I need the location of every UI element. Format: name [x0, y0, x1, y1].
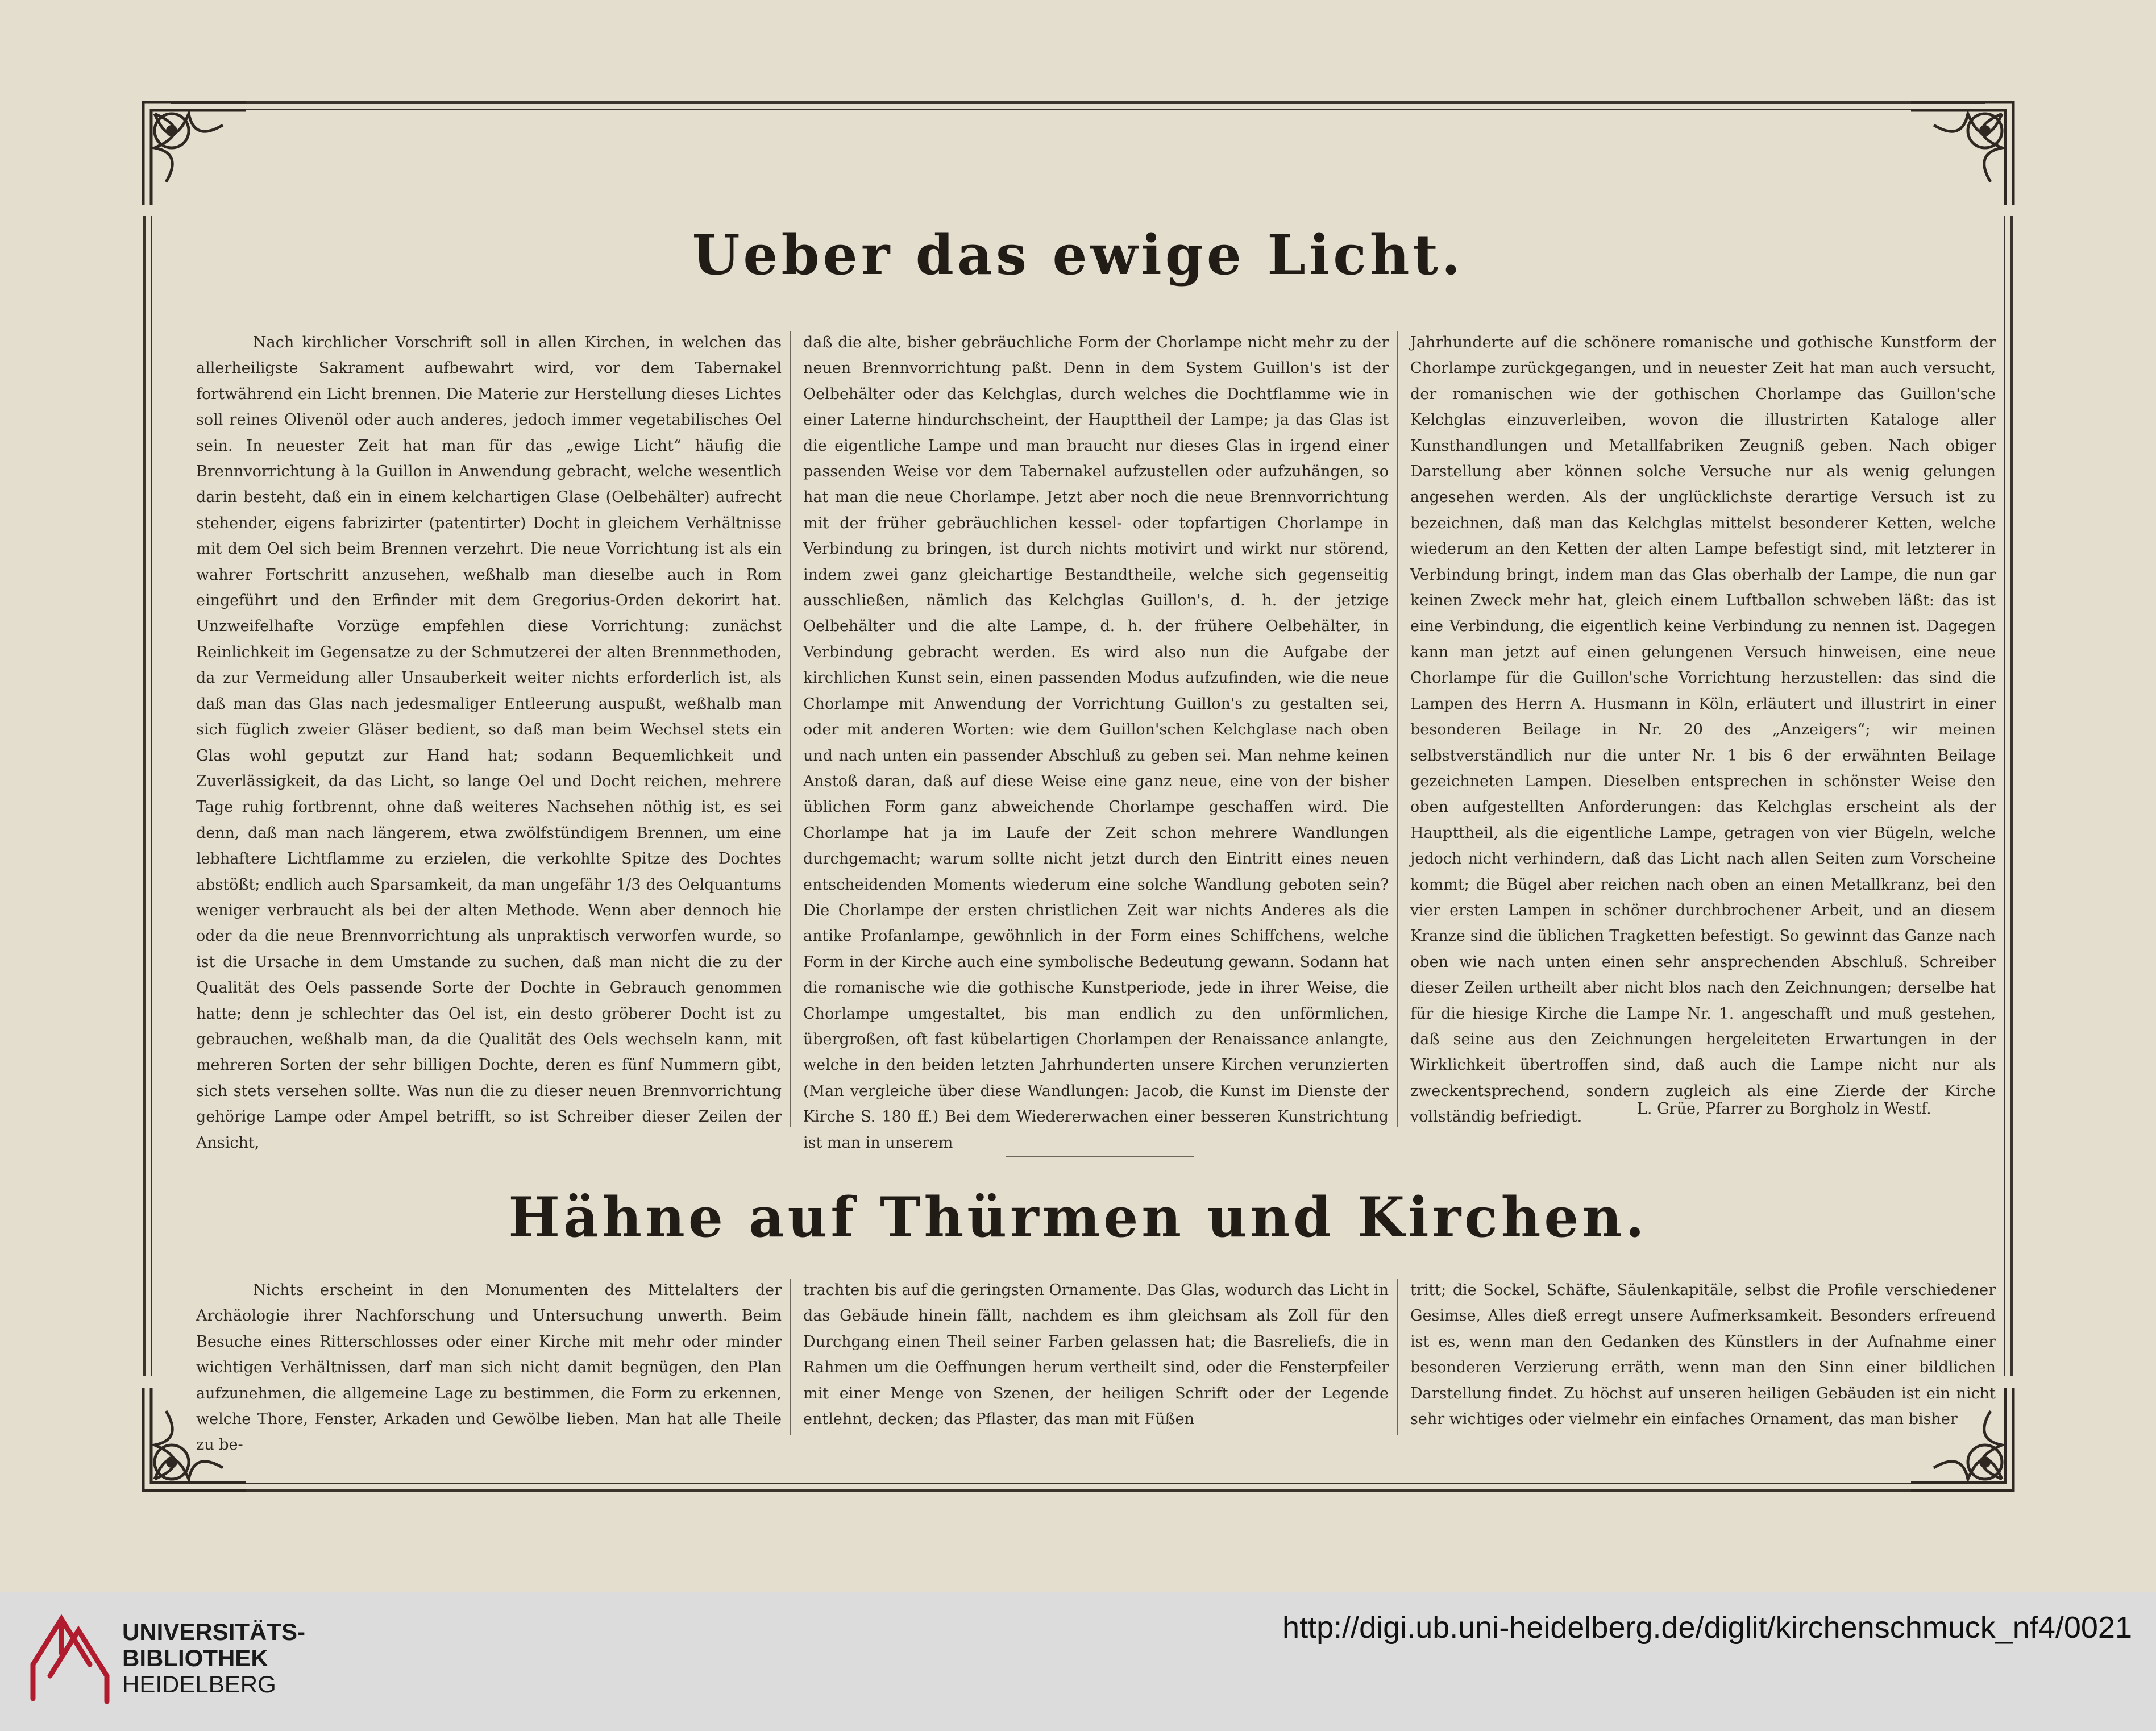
- library-name-line-1: UNIVERSITÄTS-: [122, 1618, 306, 1645]
- article1-column-1: [196, 330, 782, 1152]
- article-title-haehne: Hähne auf Thürmen und Kirchen.: [508, 1185, 1648, 1250]
- article1-column-3-text: Jahrhunderte auf die schönere romanische und gothische Kunstform der Chorlampe zurückgegangen, und in neuester Zeit hat man auch versucht, der romanischen wie der gothischen Chorlampe das Guillon'sche Kelchglas einzuverleiben, wovon die illustrirten Kataloge aller Kunsthandlungen und Metallfabriken Zeugniß geben. Nach obiger Darstellung aber können solche Versuche nur als wenig gelungen angesehen werden. Als der unglücklichste derartige Versuch ist zu bezeichnen, daß man das Kelchglas mittelst besonderer Ketten, welche wiederum an den Ketten der alten Lampe befestigt sind, mit letzterer in Verbindung bringt, indem man das Glas oberhalb der Lampe, die nun gar keinen Zweck mehr hat, gleich einem Luftballon schweben läßt: das ist eine Verbindung, die eigentlich keine Verbindung zu nennen ist. Dagegen kann man jetzt auf einen gelungenen Versuch hinweisen, eine neue Chorlampe für die Guillon'sche Vorrichtung herzustellen: das sind die Lampen des Herrn A. Husmann in Köln, erläutert und illustrirt in einer besonderen Beilage in Nr. 20 des „Anzeigers“; wir meinen selbstverständlich nur die unter Nr. 1 bis 6 der erwähnten Beilage gezeichneten Lampen. Dieselben entsprechen in schönster Weise den oben aufgestellten Anforderungen: das Kelchglas erscheint als der Haupttheil, als die eigentliche Lampe, getragen von vier Bügeln, welche jedoch nicht verhindern, daß das Licht nach allen Seiten zum Vorscheine kommt; die Bügel aber reichen nach oben an einen Metallkranz, bei den vier ersten Lampen in schöner durchbrochener Arbeit, und an diesem Kranze sind die üblichen Tragketten befestigt. So gewinnt das Ganze nach oben wie nach unten einen sehr ansprechenden Abschluß. Schreiber dieser Zeilen urtheilt aber nicht blos nach den Zeichnungen; derselbe hat für die hiesige Kirche die Lampe Nr. 1. angeschafft und muß gestehen, daß seine aus den Zeichnungen hergeleiteten Erwartungen in der Wirklichkeit übertroffen sind, daß auch die Lampe nicht nur als zweckentsprechend, sondern zugleich als eine Zierde der Kirche vollständig befriedigt.: [1410, 334, 1996, 1126]
- column-divider: [790, 1279, 791, 1435]
- corner-ornament-top-left: [132, 91, 251, 210]
- column-divider: [1397, 1279, 1398, 1435]
- article2-column-3-text: tritt; die Sockel, Schäfte, Säulenkapitäle, selbst die Profile verschiedener Gesimse, Alles dieß erregt unsere Aufmerksamkeit. Besonders erfreuend ist es, wenn man den Gedanken des Künstlers in der Aufnahme einer besonderen Verzierung erräth, wenn man den Sinn einer bildlichen Darstellung findet. Zu höchst auf unseren heiligen Gebäuden ist ein nicht sehr wichtiges oder vielmehr ein einfaches Ornament, das man bisher: [1410, 1281, 1996, 1429]
- article2-column-2-text: trachten bis auf die geringsten Ornamente. Das Glas, wodurch das Licht in das Gebäude hinein fällt, nachdem es ihm gleichsam als Zoll für den Durchgang einen Theil seiner Farben gelassen hat; die Basreliefs, die in Rahmen um die Oeffnungen herum vertheilt sind, oder die Fensterpfeiler mit einer Menge von Szenen, der heiligen Schrift oder der Legende entlehnt, decken; das Pflaster, das man mit Füßen: [803, 1281, 1389, 1429]
- library-name-line-3: HEIDELBERG: [122, 1671, 276, 1697]
- column-divider: [1397, 331, 1398, 1127]
- library-name-line-2: BIBLIOTHEK: [122, 1645, 268, 1671]
- frame-bottom-rule: [171, 1489, 1985, 1492]
- article1-column-3: [1410, 330, 1996, 1126]
- article2-column-1-text: Nichts erscheint in den Monumenten des Mittelalters der Archäologie ihrer Nachforschung und Untersuchung unwerth. Beim Besuche eines Ritterschlosses oder einer Kirche mit mehr oder minder wichtigen Verhältnissen, darf man sich nicht damit begnügen, den Plan aufzunehmen, die allgemeine Lage zu bestimmen, die Form zu erkennen, welche Thore, Fenster, Arkaden und Gewölbe lieben. Man hat alle Theile zu be-: [196, 1281, 782, 1454]
- article-title-ewige-licht: Ueber das ewige Licht.: [692, 223, 1464, 287]
- permalink-url[interactable]: http://digi.ub.uni-heidelberg.de/diglit/kirchenschmuck_nf4/0021: [1282, 1610, 2132, 1645]
- corner-ornament-top-right: [1905, 91, 2025, 210]
- article2-column-2: [803, 1277, 1389, 1437]
- frame-bottom-rule-thin: [171, 1483, 1985, 1484]
- article2-column-1: [196, 1277, 782, 1454]
- article1-signature: L. Grüe, Pfarrer zu Borgholz in Westf.: [1637, 1100, 1931, 1118]
- university-library-logo-icon[interactable]: [22, 1596, 118, 1710]
- article-separator: [1006, 1156, 1194, 1157]
- article1-column-2-text: daß die alte, bisher gebräuchliche Form der Chorlampe nicht mehr zu der neuen Brennvorrichtung paßt. Denn in dem System Guillon's ist der Oelbehälter oder das Kelchglas, durch welches die Dochtflamme wie in einer Laterne hindurchscheint, der Haupttheil der Lampe; ja das Glas ist die eigentliche Lampe und man braucht nur dieses Glas in irgend einer passenden Weise vor dem Tabernakel aufzustellen oder aufzuhängen, so hat man die neue Chorlampe. Jetzt aber noch die neue Brennvorrichtung mit der früher gebräuchlichen kessel- oder topfartigen Chorlampe in Verbindung zu bringen, ist durch nichts motivirt und wirkt nur störend, indem zwei ganz gleichartige Bestandtheile, welche sich gegenseitig ausschließen, nämlich das Kelchglas Guillon's, d. h. der jetzige Oelbehälter und die alte Lampe, d. h. der frühere Oelbehälter, in Verbindung gebracht werden. Es wird also nun die Aufgabe der kirchlichen Kunst sein, einen passenden Modus aufzufinden, wie die neue Chorlampe mit Anwendung der Vorrichtung Guillon's zu gestalten sei, oder mit anderen Worten: wie dem Guillon'schen Kelchglase nach oben und nach unten ein passender Abschluß zu geben sei. Man nehme keinen Anstoß daran, daß auf diese Weise eine ganz neue, eine von der bisher üblichen Form ganz abweichende Chorlampe geschaffen wird. Die Chorlampe hat ja im Laufe der Zeit schon mehrere Wandlungen durchgemacht; warum sollte nicht jetzt durch den Eintritt eines neuen entscheidenden Moments wiederum eine solche Wandlung geboten sein? Die Chorlampe der ersten christlichen Zeit war nichts Anderes als die antike Profanlampe, gewöhnlich in der Form eines Schiffchens, welche Form in der Kirche auch eine symbolische Bedeutung gewann. Sodann hat die romanische wie die gothische Kunstperiode, jede in ihrer Weise, die Chorlampe umgestaltet, bis man endlich zu den unförmlichen, übergroßen, oft fast kübelartigen Chorlampen der Renaissance anlangte, welche in den beiden letzten Jahrhunderten unsere Kirchen verunzierten (Man vergleiche über diese Wandlungen: Jacob, die Kunst im Dienste der Kirche S. 180 ff.) Bei dem Wiedererwachen einer besseren Kunstrichtung ist man in unserem: [803, 334, 1389, 1152]
- frame-top-rule: [171, 101, 1985, 104]
- column-divider: [790, 331, 791, 1127]
- article2-column-3: [1410, 1277, 1996, 1437]
- frame-top-rule-thin: [171, 109, 1985, 110]
- article1-column-2: [803, 330, 1389, 1152]
- article1-column-1-text: Nach kirchlicher Vorschrift soll in allen Kirchen, in welchen das allerheiligste Sakrament aufbewahrt wird, vor dem Tabernakel fortwährend ein Licht brennen. Die Materie zur Herstellung dieses Lichtes soll reines Olivenöl oder auch anderes, jedoch immer vegetabilisches Oel sein. In neuester Zeit hat man für das „ewige Licht“ häufig die Brennvorrichtung à la Guillon in Anwendung gebracht, welche wesentlich darin besteht, daß ein in einem kelchartigen Glase (Oelbehälter) aufrecht stehender, eigens fabrizirter (patentirter) Docht in gleichem Verhältnisse mit dem Oel sich beim Brennen verzehrt. Die neue Vorrichtung ist als ein wahrer Fortschritt anzusehen, weßhalb man dieselbe auch in Rom eingeführt und den Erfinder mit dem Gregorius-Orden dekorirt hat. Unzweifelhafte Vorzüge empfehlen diese Vorrichtung: zunächst Reinlichkeit im Gegensatze zu der Schmutzerei der alten Brennmethoden, da zur Vermeidung aller Unsauberkeit weiter nichts erforderlich ist, als daß man das Glas nach jedesmaliger Entleerung auspußt, weßhalb man sich füglich zweier Gläser bedient, so daß man beim Wechsel stets ein Glas wohl geputzt zur Hand hat; sodann Bequemlichkeit und Zuverlässigkeit, da das Licht, so lange Oel und Docht reichen, mehrere Tage ruhig fortbrennt, ohne daß weiteres Nachsehen nöthig ist, es sei denn, daß man nach längerem, etwa zwölfstündigem Brennen, um eine lebhaftere Lichtflamme zu erzielen, die verkohlte Spitze des Dochtes abstößt; endlich auch Sparsamkeit, da man ungefähr 1/3 des Oelquantums weniger verbraucht als bei der alten Methode. Wenn aber dennoch hie oder da die neue Brennvorrichtung als unpraktisch verworfen wurde, so ist die Ursache in dem Umstande zu suchen, daß man nicht die zu der Qualität des Oels passende Sorte der Dochte in Gebrauch genommen hatte; denn je schlechter das Oel ist, ein desto gröberer Docht ist zu gebrauchen, weßhalb man, da die Qualität des Oels wechseln kann, mit mehreren Sorten der sehr billigen Dochte, deren es fünf Nummern gibt, sich stets versehen sollte. Was nun die zu dieser neuen Brennvorrichtung gehörige Lampe oder Ampel betrifft, so ist Schreiber dieser Zeilen der Ansicht,: [196, 334, 782, 1152]
